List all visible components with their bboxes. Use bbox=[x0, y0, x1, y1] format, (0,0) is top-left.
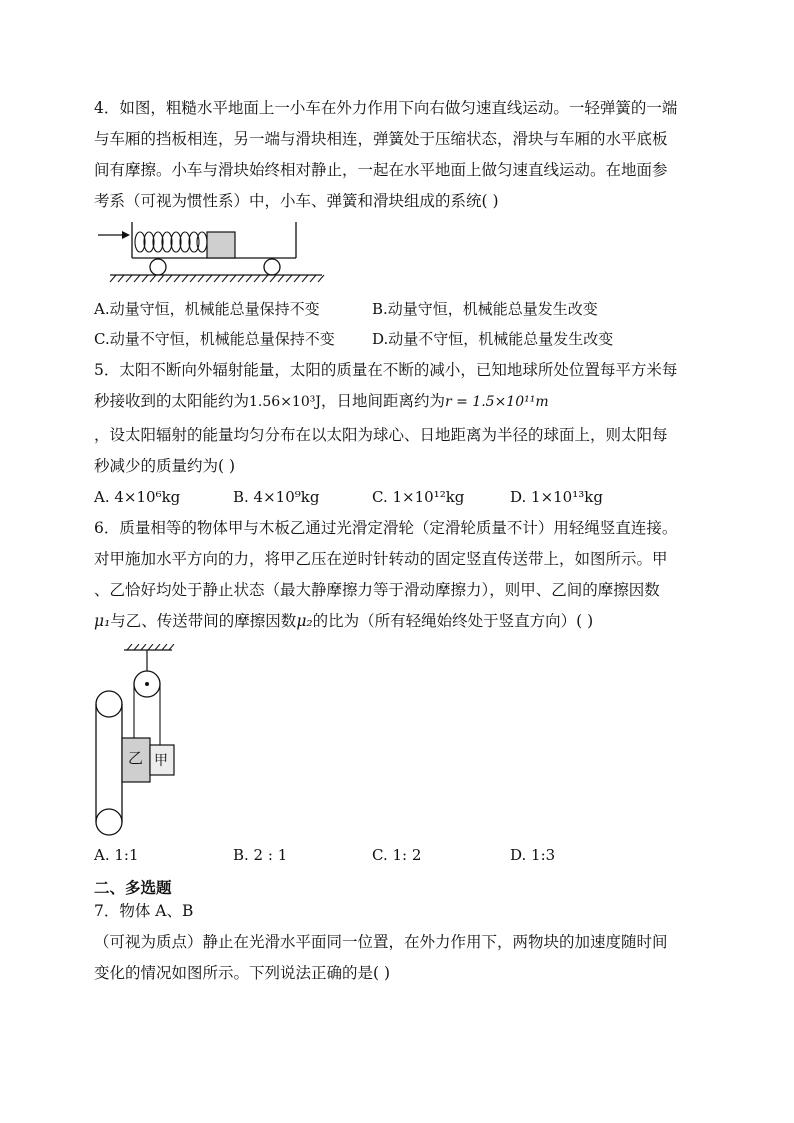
label-jia: 甲 bbox=[154, 753, 168, 769]
q6-text-line-3: 、乙恰好均处于静止状态（最大静摩擦力等于滑动摩擦力），则甲、乙间的摩擦因数 bbox=[94, 581, 660, 599]
q6-text-line-4d: 的比为（所有轻绳始终处于竖直方向）( ) bbox=[312, 612, 594, 630]
q5-text-line-2b: ，日地间距离约为 bbox=[320, 392, 445, 410]
q6-mu1: μ₁ bbox=[94, 612, 111, 630]
cart-spring-figure bbox=[96, 220, 328, 284]
q6-option-d[interactable]: D. 1:3 bbox=[510, 846, 556, 864]
q5-energy-value: 1.56×10³J bbox=[249, 394, 321, 410]
section-heading-multi-choice: 二、多选题 bbox=[94, 879, 172, 897]
q4-option-d[interactable]: D.动量不守恒，机械能总量发生改变 bbox=[372, 330, 614, 348]
q4-text-line-1: 4．如图，粗糙水平地面上一小车在外力作用下向右做匀速直线运动。一轻弹簧的一端 bbox=[94, 99, 678, 117]
q6-text-line-4b: 与乙、传送带间的摩擦因数 bbox=[110, 612, 297, 630]
q7-text-line-2: （可视为质点）静止在光滑水平面同一位置，在外力作用下，两物块的加速度随时间 bbox=[94, 933, 668, 951]
q6-option-c[interactable]: C. 1: 2 bbox=[372, 846, 422, 864]
q4-option-b[interactable]: B.动量守恒，机械能总量发生改变 bbox=[372, 300, 598, 318]
q5-option-b[interactable]: B. 4×10⁹kg bbox=[233, 488, 320, 506]
q6-mu2: μ₂ bbox=[296, 612, 313, 630]
q5-option-c[interactable]: C. 1×10¹²kg bbox=[372, 488, 465, 506]
q4-option-a[interactable]: A.动量守恒，机械能总量保持不变 bbox=[94, 300, 320, 318]
q5-option-a[interactable]: A. 4×10⁶kg bbox=[94, 488, 181, 506]
label-yi: 乙 bbox=[128, 749, 144, 767]
q6-text-line-1: 6．质量相等的物体甲与木板乙通过光滑定滑轮（定滑轮质量不计）用轻绳竖直连接。 bbox=[94, 519, 678, 537]
q5-text-line-1: 5．太阳不断向外辐射能量，太阳的质量在不断的减小，已知地球所处位置每平方米每 bbox=[94, 361, 678, 379]
q4-text-line-2: 与车厢的挡板相连，另一端与滑块相连，弹簧处于压缩状态，滑块与车厢的水平底板 bbox=[94, 130, 668, 148]
conveyor-pulley-figure bbox=[94, 644, 184, 840]
q5-text-line-3: ，设太阳辐射的能量均匀分布在以太阳为球心、日地距离为半径的球面上，则太阳每 bbox=[94, 426, 668, 444]
q5-text-line-2a: 秒接收到的太阳能约为 bbox=[94, 392, 250, 410]
q7-text-line-1: 7．物体 A、B bbox=[94, 902, 194, 920]
q4-text-line-3: 间有摩擦。小车与滑块始终相对静止，一起在水平地面上做匀速直线运动。在地面参 bbox=[94, 161, 668, 179]
q6-text-line-4 bbox=[94, 609, 593, 633]
q4-text-line-4: 考系（可视为惯性系）中，小车、弹簧和滑块组成的系统( ) bbox=[94, 192, 499, 210]
q6-option-a[interactable]: A. 1:1 bbox=[94, 846, 139, 864]
q6-text-line-2: 对甲施加水平方向的力，将甲乙压在逆时针转动的固定竖直传送带上，如图所示。甲 bbox=[94, 550, 668, 568]
q5-distance-value: r = 1.5×10¹¹m bbox=[444, 394, 549, 410]
q6-option-b[interactable]: B. 2 : 1 bbox=[233, 846, 288, 864]
q4-option-c[interactable]: C.动量不守恒，机械能总量保持不变 bbox=[94, 330, 335, 348]
q5-option-d[interactable]: D. 1×10¹³kg bbox=[510, 488, 603, 506]
q7-text-line-3: 变化的情况如图所示。下列说法正确的是( ) bbox=[94, 964, 391, 982]
q5-text-line-2 bbox=[94, 389, 549, 414]
q5-text-line-4: 秒减少的质量约为( ) bbox=[94, 457, 236, 475]
